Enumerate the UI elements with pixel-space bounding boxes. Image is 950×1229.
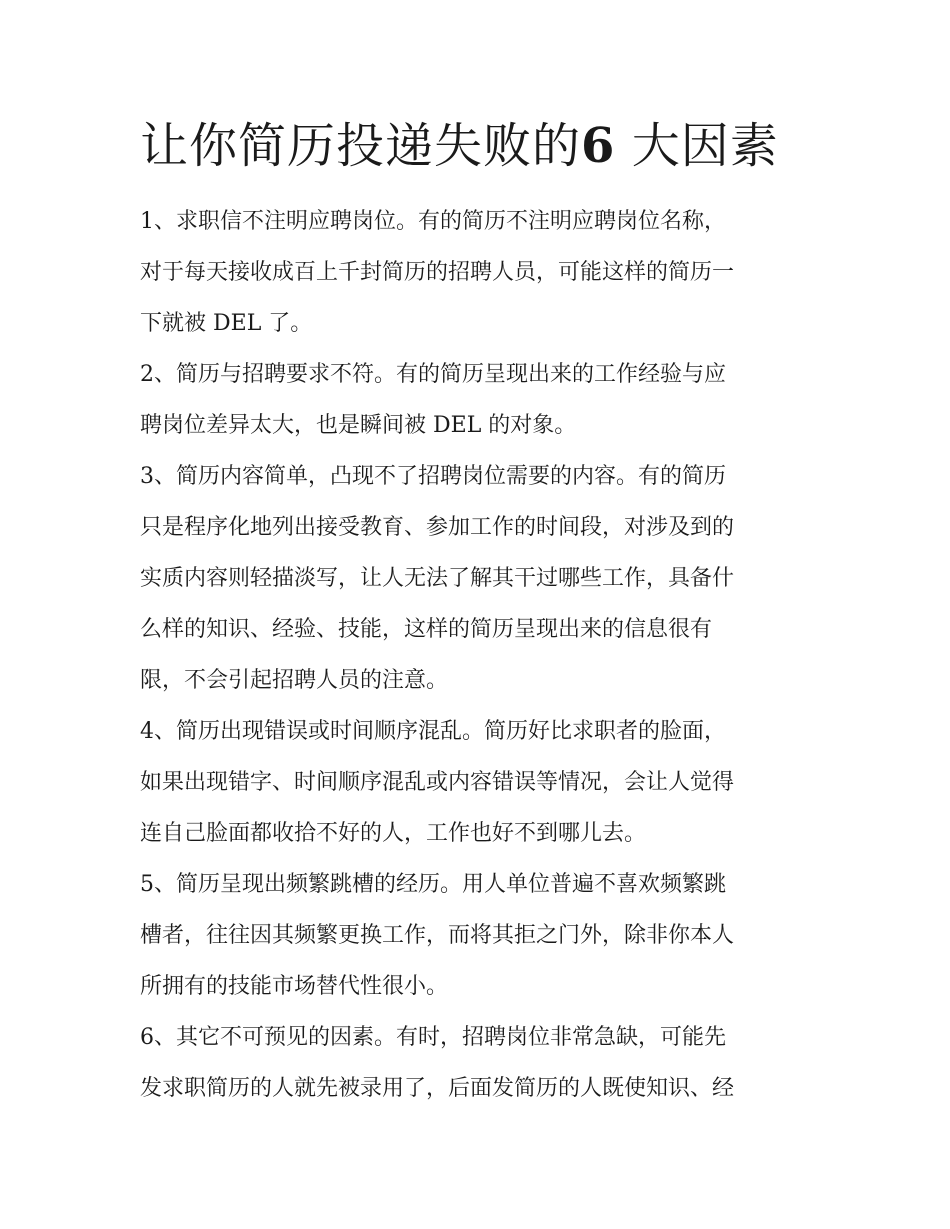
paragraph-6 [140, 1012, 812, 1114]
paragraph-1 [140, 196, 812, 349]
text-line: 如果出现错字、时间顺序混乱或内容错误等情况，会让人觉得 [140, 770, 735, 795]
text-line: 么样的知识、经验、技能，这样的简历呈现出来的信息很有 [140, 617, 713, 642]
paragraph-2 [140, 349, 812, 451]
text-line: 2、简历与招聘要求不符。有的简历呈现出来的工作经验与应 [140, 362, 726, 387]
text-line: 实质内容则轻描淡写，让人无法了解其干过哪些工作，具备什 [140, 566, 735, 591]
text-line: 6、其它不可预见的因素。有时，招聘岗位非常急缺，可能先 [140, 1025, 726, 1050]
text-line: 只是程序化地列出接受教育、参加工作的时间段，对涉及到的 [140, 515, 735, 540]
text-line: 对于每天接收成百上千封简历的招聘人员，可能这样的简历一 [140, 260, 735, 285]
title-number: 6 [581, 118, 616, 174]
text-line: 聘岗位差异太大，也是瞬间被 DEL 的对象。 [140, 413, 577, 438]
text-line: 下就被 DEL 了。 [140, 311, 313, 336]
text-line: 5、简历呈现出频繁跳槽的经历。用人单位普遍不喜欢频繁跳 [140, 872, 726, 897]
paragraph-3 [140, 451, 812, 706]
text-line: 所拥有的技能市场替代性很小。 [140, 974, 449, 999]
document-title [140, 110, 840, 182]
text-line: 槽者，往往因其频繁更换工作，而将其拒之门外，除非你本人 [140, 923, 735, 948]
paragraph-5 [140, 859, 812, 1012]
text-line: 4、简历出现错误或时间顺序混乱。简历好比求职者的脸面， [140, 719, 726, 744]
text-line: 1、求职信不注明应聘岗位。有的简历不注明应聘岗位名称， [140, 209, 726, 234]
text-line: 发求职简历的人就先被录用了，后面发简历的人既使知识、经 [140, 1076, 735, 1101]
document-body [140, 196, 812, 1114]
title-suffix: 大因素 [631, 118, 779, 174]
title-prefix: 让你简历投递失败的 [140, 118, 582, 174]
paragraph-4 [140, 706, 812, 859]
text-line: 连自己脸面都收拾不好的人，工作也好不到哪儿去。 [140, 821, 647, 846]
text-line: 3、简历内容简单，凸现不了招聘岗位需要的内容。有的简历 [140, 464, 726, 489]
text-line: 限，不会引起招聘人员的注意。 [140, 668, 449, 693]
